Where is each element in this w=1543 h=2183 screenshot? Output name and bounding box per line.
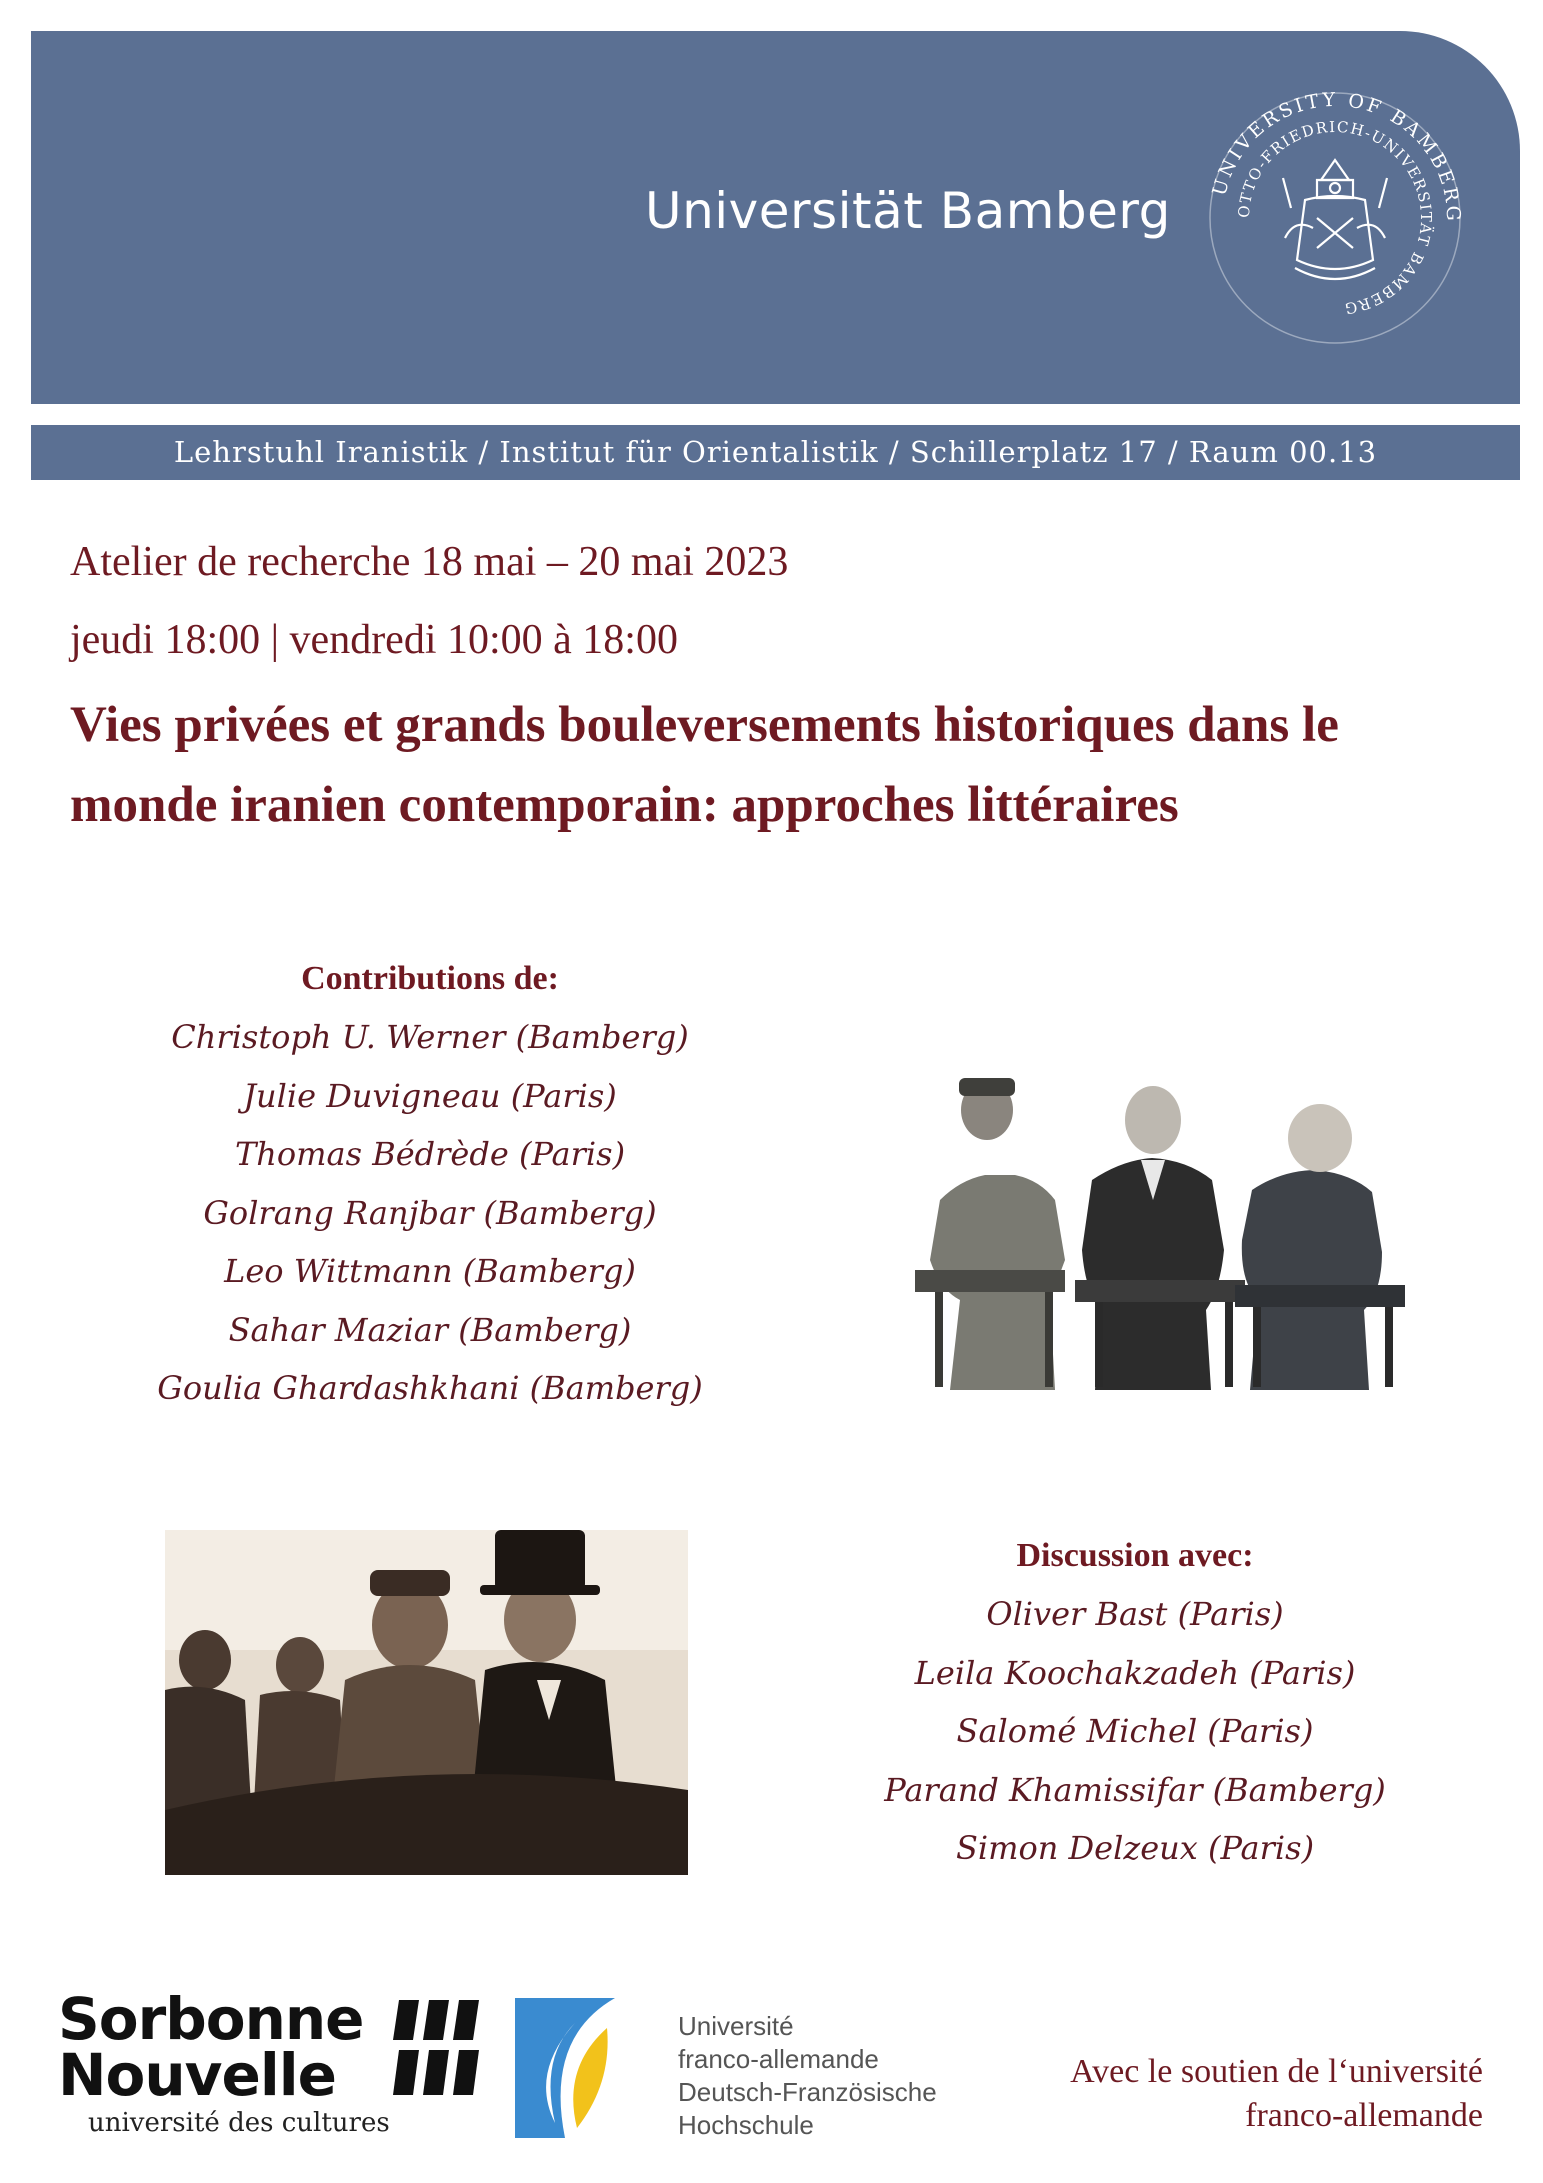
support-note [1070, 2050, 1483, 2138]
svg-text:OTTO-FRIEDRICH-UNIVERSITÄT BAM [1235, 118, 1435, 318]
discussant-name: Oliver Bast (Paris) [986, 1595, 1284, 1633]
discussion-block [870, 1527, 1400, 1878]
ufa-line: Deutsch-Französische [678, 2077, 937, 2107]
support-line: Avec le soutien de l‘université [1070, 2053, 1483, 2090]
contributor-name: Golrang Ranjbar (Bamberg) [203, 1193, 657, 1232]
ufa-line: Université [678, 2011, 794, 2041]
ufa-logo-icon [515, 1998, 655, 2138]
ufa-line: Hochschule [678, 2110, 814, 2140]
event-times: jeudi 18:00 | vendredi 10:00 à 18:00 [70, 617, 678, 663]
sorbonne-tagline: université des cultures [88, 2108, 390, 2138]
discussant-name: Leila Koochakzadeh (Paris) [914, 1653, 1356, 1692]
contributions-block [130, 950, 730, 1418]
ufa-name [678, 2010, 937, 2142]
tehran-conference-photo [895, 1060, 1415, 1390]
historical-car-photo [165, 1530, 688, 1875]
sorbonne-mark-icon [393, 2000, 488, 2100]
contributor-name: Julie Duvigneau (Paris) [243, 1076, 617, 1115]
event-dates: Atelier de recherche 18 mai – 20 mai 2023 [70, 539, 789, 585]
contributor-name: Thomas Bédrède (Paris) [234, 1135, 626, 1173]
svg-text:UNIVERSITY OF BAMBERG [1208, 89, 1464, 224]
contributions-heading: Contributions de: [301, 960, 559, 997]
address-bar: Lehrstuhl Iranistik / Institut für Orientalistik / Schillerplatz 17 / Raum 00.13 [31, 425, 1520, 480]
sorbonne-nouvelle-logo [58, 1985, 488, 2140]
discussion-heading: Discussion avec: [1016, 1537, 1254, 1574]
event-title: Vies privées et grands bouleversements historiques dans le monde iranien contemporain: approches littéraires [70, 697, 1339, 833]
seal-inner-text: OTTO-FRIEDRICH-UNIVERSITÄT BAMBERG [1234, 117, 1436, 318]
contributor-name: Christoph U. Werner (Bamberg) [171, 1018, 689, 1056]
support-line: franco-allemande [1245, 2097, 1483, 2134]
ufa-line: franco-allemande [678, 2044, 879, 2074]
contributor-name: Sahar Maziar (Bamberg) [228, 1310, 632, 1349]
discussant-name: Salomé Michel (Paris) [956, 1712, 1314, 1750]
university-name: Universität Bamberg [645, 182, 1171, 240]
contributor-name: Leo Wittmann (Bamberg) [224, 1252, 636, 1290]
discussant-name: Simon Delzeux (Paris) [955, 1829, 1315, 1867]
discussant-name: Parand Khamissifar (Bamberg) [884, 1770, 1386, 1809]
nouvelle-word: Nouvelle [58, 2041, 336, 2109]
contributor-name: Goulia Ghardashkhani (Bamberg) [157, 1369, 703, 1407]
university-seal-icon [1205, 88, 1465, 348]
sorbonne-word: Sorbonne [58, 1985, 364, 2053]
seal-outer-text: UNIVERSITY OF BAMBERG [1208, 88, 1465, 225]
